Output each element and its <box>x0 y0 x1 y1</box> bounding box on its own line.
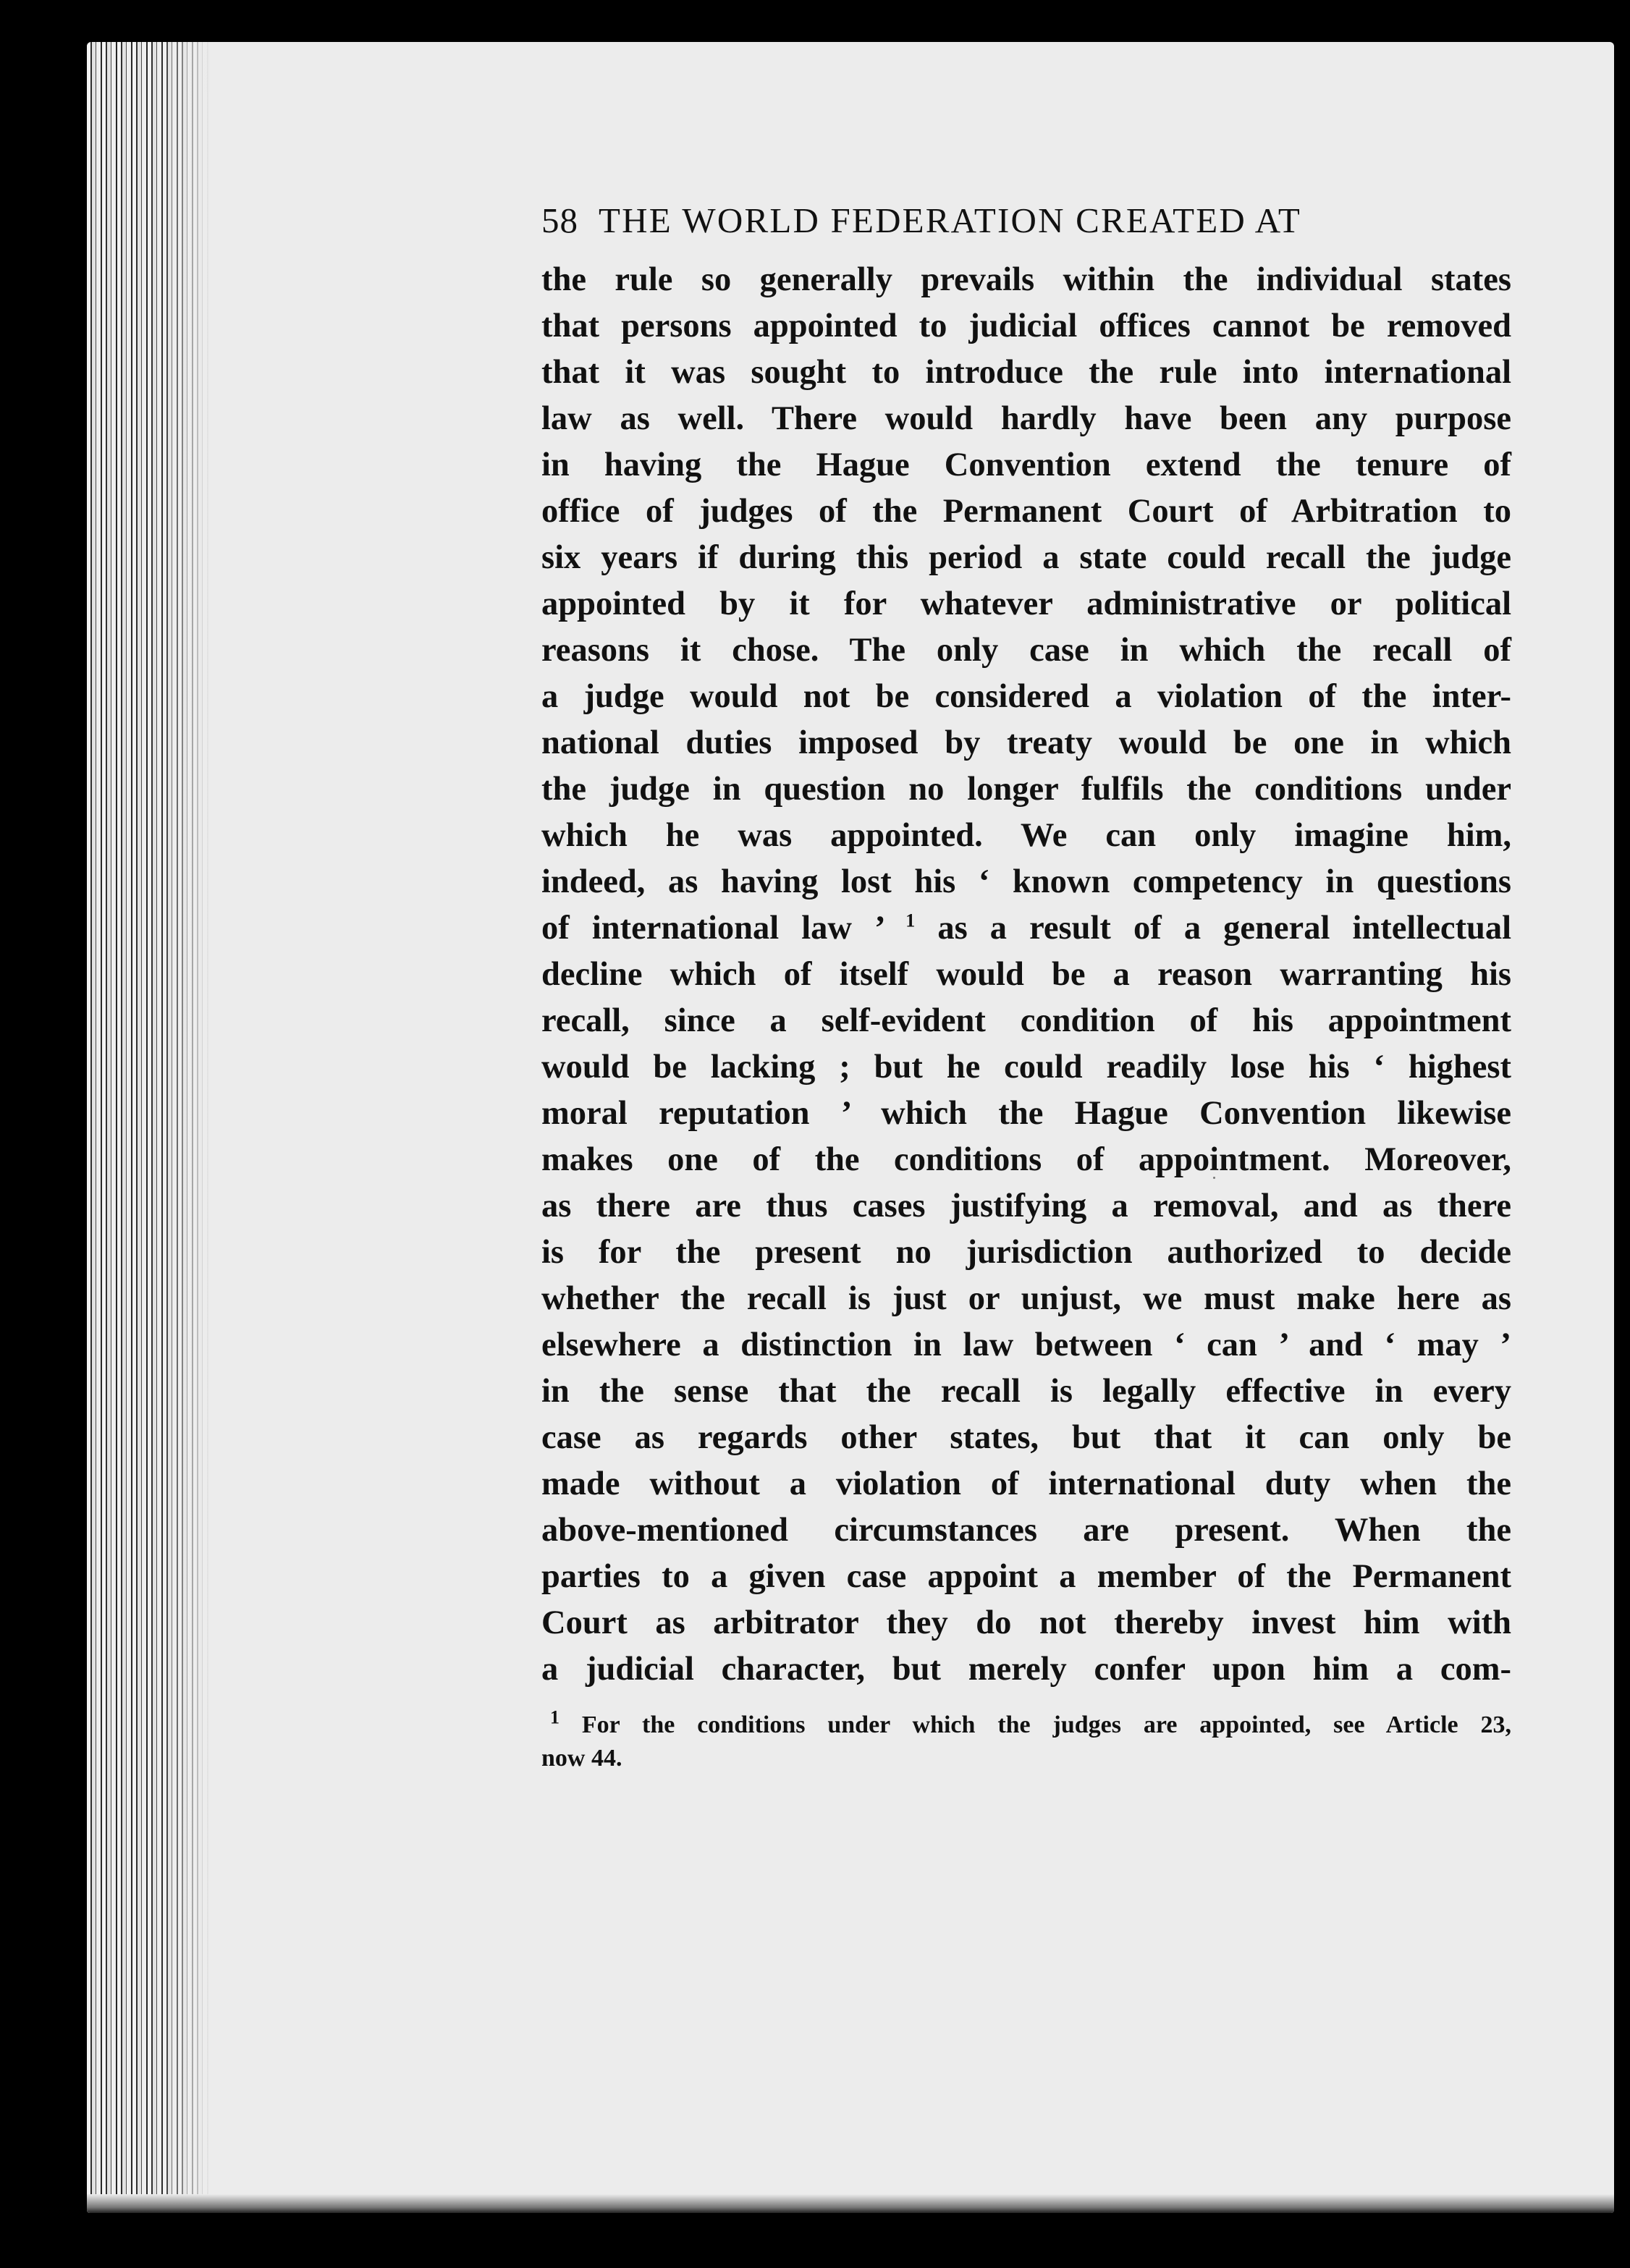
footnote <box>541 1706 1512 1775</box>
running-title: THE WORLD FEDERATION CREATED AT <box>599 200 1302 240</box>
footnote-marker: 1 <box>550 1706 559 1728</box>
page-bottom-edge <box>87 2194 1614 2213</box>
footnote-reference: 1 <box>905 910 916 931</box>
body-line: makes one of the conditions of appointment. Moreover, <box>541 1141 1511 1178</box>
footnote-line: now 44. <box>541 1745 622 1772</box>
body-line: in having the Hague Convention extend the tenure of <box>541 447 1511 483</box>
body-line: Court as arbitrator they do not thereby invest him with <box>541 1604 1511 1641</box>
running-head <box>541 200 1511 241</box>
body-line: case as regards other states, but that it can only be <box>541 1419 1511 1456</box>
body-line: a judicial character, but merely confer upon him a com- <box>541 1651 1511 1688</box>
body-line: whether the recall is just or unjust, we must make here as <box>541 1280 1511 1317</box>
body-line: that it was sought to introduce the rule into international <box>541 354 1511 391</box>
body-line: law as well. There would hardly have been any purpose <box>541 400 1511 437</box>
body-line: made without a violation of international duty when the <box>541 1465 1511 1502</box>
body-line: a judge would not be considered a violation of the inter- <box>541 678 1511 715</box>
body-line: is for the present no jurisdiction authorized to decide <box>541 1234 1511 1271</box>
body-line: as there are thus cases justifying a removal, and as there <box>541 1188 1511 1224</box>
body-line: that persons appointed to judicial offices cannot be removed <box>541 308 1511 344</box>
body-line: six years if during this period a state could recall the judge <box>541 539 1511 576</box>
body-line: elsewhere a distinction in law between ‘ can ’ and ‘ may ’ <box>541 1326 1511 1363</box>
body-line: moral reputation ’ which the Hague Convention likewise <box>541 1095 1511 1132</box>
body-line: indeed, as having lost his ‘ known competency in questions <box>541 863 1511 900</box>
body-line: which he was appointed. We can only imagine him, <box>541 817 1511 854</box>
body-line: above-mentioned circumstances are present. When the <box>541 1512 1511 1549</box>
body-line: reasons it chose. The only case in which the recall of <box>541 632 1511 669</box>
body-line-head: of international law ’ <box>541 910 884 947</box>
body-line: the rule so generally prevails within the individual states <box>541 261 1511 298</box>
body-line: appointed by it for whatever administrative or political <box>541 585 1511 622</box>
body-line: national duties imposed by treaty would be one in which <box>541 724 1511 761</box>
body-line-tail: as a result of a general intellectual <box>937 910 1511 947</box>
body-text <box>541 257 1511 1693</box>
body-line: in the sense that the recall is legally effective in every <box>541 1373 1511 1410</box>
body-line: recall, since a self-evident condition of his appointment <box>541 1002 1511 1039</box>
body-line: office of judges of the Permanent Court of Arbitration to <box>541 493 1511 530</box>
page-number: 58 <box>541 200 578 240</box>
text-block <box>541 200 1511 1775</box>
body-line-with-footnote <box>541 905 1511 952</box>
body-line: would be lacking ; but he could readily lose his ‘ highest <box>541 1049 1511 1086</box>
footnote-text: For the conditions under which the judges are appointed, see Article 23, <box>581 1711 1512 1738</box>
body-line: parties to a given case appoint a member of the Permanent <box>541 1558 1511 1595</box>
page-stack-edge <box>87 42 210 2213</box>
footnote-line <box>541 1706 1512 1742</box>
body-line: decline which of itself would be a reason warranting his <box>541 956 1511 993</box>
body-line: the judge in question no longer fulfils the conditions under <box>541 771 1511 808</box>
